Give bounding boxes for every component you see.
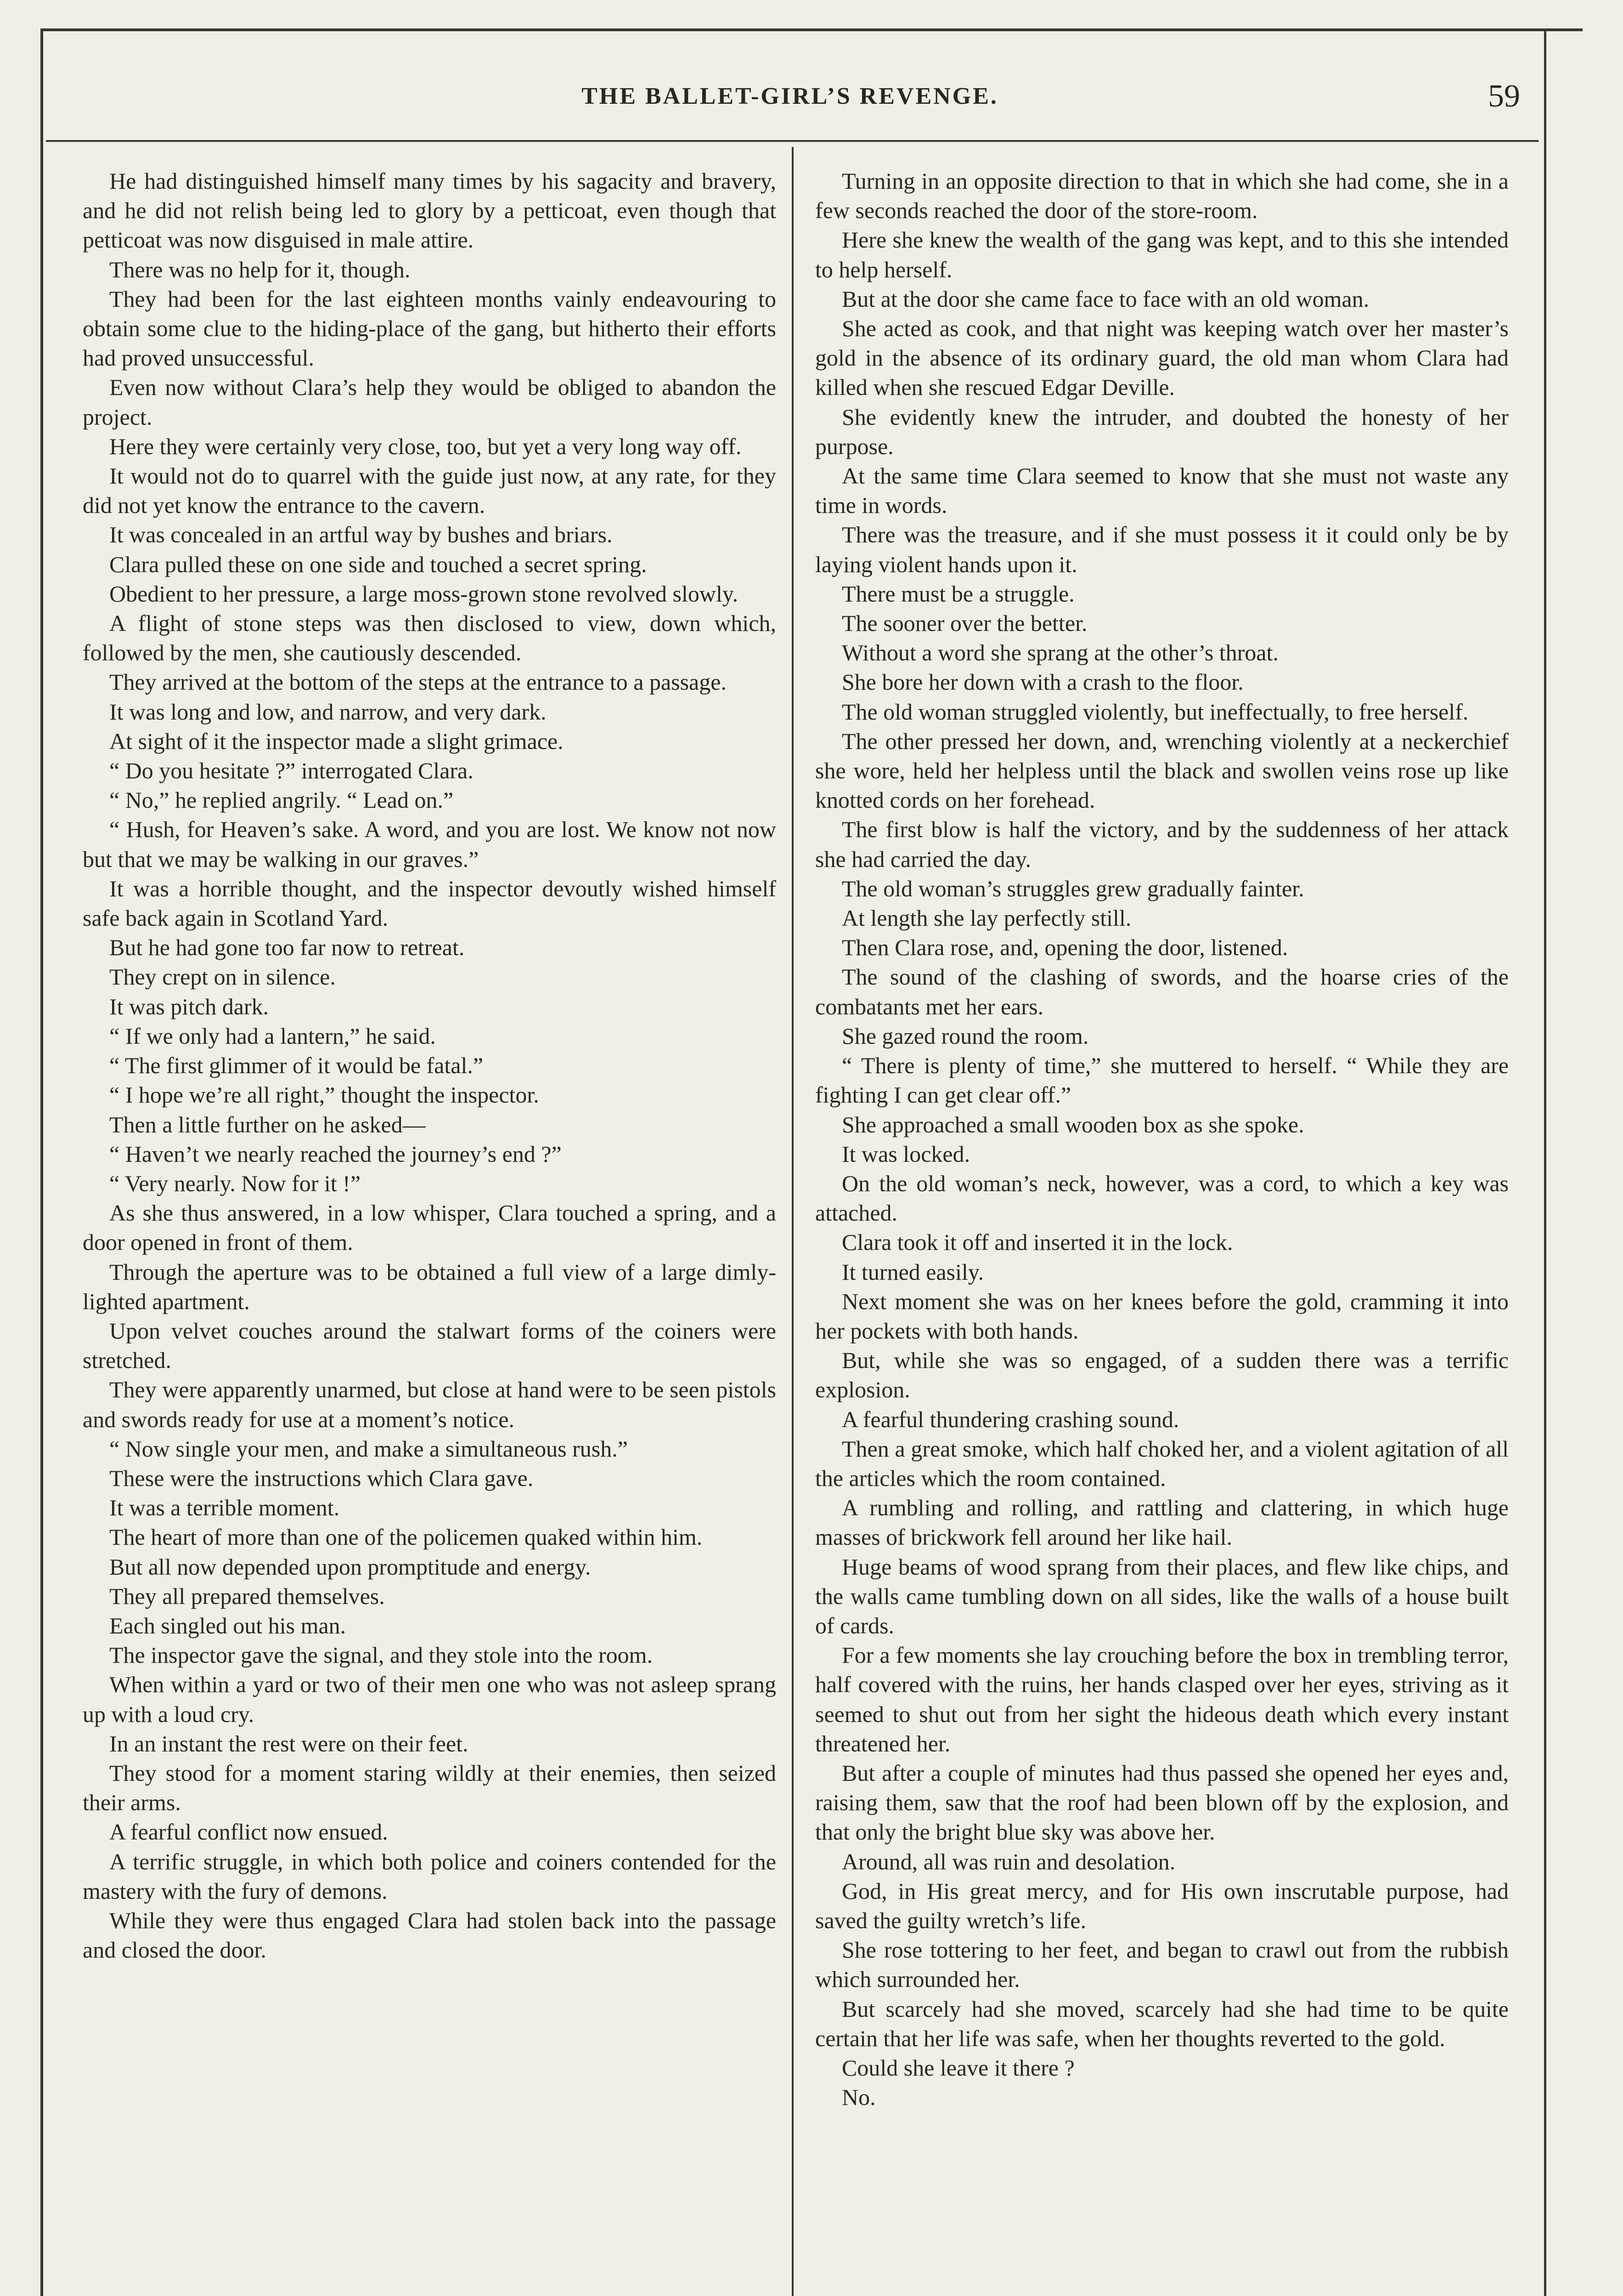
paragraph: Even now without Clara’s help they would be obliged to abandon the project. <box>83 374 776 430</box>
paragraph: It was long and low, and narrow, and very dark. <box>109 698 547 725</box>
paragraph: “ There is plenty of time,” she muttered to herself. “ While they are fighting I can get clear off.” <box>815 1052 1509 1108</box>
paragraph: While they were thus engaged Clara had stolen back into the passage and closed the door. <box>83 1907 776 1963</box>
paragraph: It was a horrible thought, and the inspector devoutly wished himself safe back again in Scotland Yard. <box>83 875 776 931</box>
frame-left-rule <box>40 28 43 2296</box>
paragraph: She bore her down with a crash to the floor. <box>842 669 1244 695</box>
paragraph: Here they were certainly very close, too, but yet a very long way off. <box>109 433 742 459</box>
paragraph: It was concealed in an artful way by bushes and briars. <box>109 522 613 548</box>
paragraph: These were the instructions which Clara gave. <box>109 1465 534 1491</box>
paragraph: As she thus answered, in a low whisper, Clara touched a spring, and a door opened in front of them. <box>83 1200 776 1255</box>
paragraph: She approached a small wooden box as she spoke. <box>842 1111 1304 1137</box>
paragraph: The first blow is half the victory, and by the suddenness of her attack she had carried the day. <box>815 816 1509 872</box>
page-header <box>46 78 1534 133</box>
paragraph: The sooner over the better. <box>842 610 1088 636</box>
paragraph: Then a little further on he asked— <box>109 1111 426 1137</box>
paragraph: The sound of the clashing of swords, and the hoarse cries of the combatants met her ears. <box>815 964 1509 1019</box>
paragraph: Could she leave it there ? <box>842 2055 1075 2081</box>
paragraph: Clara pulled these on one side and touched a secret spring. <box>109 551 647 577</box>
header-rule <box>46 140 1538 142</box>
paragraph: For a few moments she lay crouching before the box in trembling terror, half covered with the ruins, her hands clasped over her eyes, striving as it seemed to shut out from her sight the hideous death which every instant threatened her. <box>815 1642 1509 1756</box>
paragraph: Obedient to her pressure, a large moss-grown stone revolved slowly. <box>109 580 738 607</box>
paragraph: Then a great smoke, which half choked her, and a violent agitation of all the articles which the room contained. <box>815 1435 1509 1491</box>
column-divider <box>792 147 794 2296</box>
paragraph: A flight of stone steps was then disclosed to view, down which, followed by the men, she cautiously descended. <box>83 610 776 666</box>
paragraph: Turning in an opposite direction to that in which she had come, she in a few seconds reached the door of the store-room. <box>815 168 1509 224</box>
paragraph: There was the treasure, and if she must possess it it could only be by laying violent hands upon it. <box>815 522 1509 577</box>
paragraph: Without a word she sprang at the other’s throat. <box>842 640 1279 666</box>
paragraph: On the old woman’s neck, however, was a cord, to which a key was attached. <box>815 1170 1509 1226</box>
paragraph: In an instant the rest were on their feet. <box>109 1730 468 1756</box>
paragraph: “ Hush, for Heaven’s sake. A word, and you are lost. We know not now but that we may be walking in our graves.” <box>83 816 776 872</box>
page-number: 59 <box>1488 79 1520 114</box>
running-title: THE BALLET-GIRL’S REVENGE. <box>581 83 998 109</box>
paragraph: It would not do to quarrel with the guide just now, at any rate, for they did not yet know the entrance to the cavern. <box>83 463 776 518</box>
paragraph: It was locked. <box>842 1141 970 1167</box>
paragraph: But he had gone too far now to retreat. <box>109 934 465 961</box>
paragraph: No. <box>842 2084 876 2110</box>
paragraph: He had distinguished himself many times by his sagacity and bravery, and he did not relish being led to glory by a petticoat, even though that petticoat was now disguised in male attire. <box>83 168 776 253</box>
paragraph: But all now depended upon promptitude and energy. <box>109 1553 591 1580</box>
paragraph: “ Haven’t we nearly reached the journey’s end ?” <box>109 1141 562 1167</box>
paragraph: God, in His great mercy, and for His own inscrutable purpose, had saved the guilty wretch’s life. <box>815 1878 1509 1933</box>
paragraph: It turned easily. <box>842 1259 984 1285</box>
paragraph: Each singled out his man. <box>109 1612 346 1638</box>
paragraph: At the same time Clara seemed to know that she must not waste any time in words. <box>815 463 1509 518</box>
left-column <box>83 166 776 1964</box>
paragraph: “ If we only had a lantern,” he said. <box>109 1023 436 1049</box>
paragraph: The old woman struggled violently, but ineffectually, to free herself. <box>842 698 1469 725</box>
paragraph: Huge beams of wood sprang from their places, and flew like chips, and the walls came tumbling down on all sides, like the walls of a house built of cards. <box>815 1553 1509 1638</box>
paragraph: She evidently knew the intruder, and doubted the honesty of her purpose. <box>815 404 1509 459</box>
paragraph: They had been for the last eighteen months vainly endeavouring to obtain some clue to the hiding-place of the gang, but hitherto their efforts had proved unsuccessful. <box>83 286 776 371</box>
frame-top-rule <box>40 28 1583 31</box>
paragraph: She gazed round the room. <box>842 1023 1089 1049</box>
paragraph: She acted as cook, and that night was keeping watch over her master’s gold in the absence of its ordinary guard, the old man whom Clara had killed when she rescued Edgar Deville. <box>815 315 1509 400</box>
paragraph: “ Do you hesitate ?” interrogated Clara. <box>109 758 473 784</box>
paragraph: A terrific struggle, in which both police and coiners contended for the mastery with the fury of demons. <box>83 1848 776 1904</box>
paragraph: It was a terrible moment. <box>109 1495 340 1521</box>
paragraph: She rose tottering to her feet, and began to crawl out from the rubbish which surrounded her. <box>815 1937 1509 1992</box>
paragraph: The heart of more than one of the policemen quaked within him. <box>109 1524 703 1550</box>
paragraph: “ The first glimmer of it would be fatal.” <box>109 1052 484 1079</box>
paragraph: They arrived at the bottom of the steps at the entrance to a passage. <box>109 669 727 695</box>
paragraph: “ I hope we’re all right,” thought the inspector. <box>109 1082 539 1108</box>
paragraph: The other pressed her down, and, wrenching violently at a neckerchief she wore, held her helpless until the black and swollen veins rose up like knotted cords on her forehead. <box>815 728 1509 813</box>
paragraph: When within a yard or two of their men one who was not asleep sprang up with a loud cry. <box>83 1671 776 1727</box>
paragraph: A fearful conflict now ensued. <box>109 1819 388 1845</box>
paragraph: The old woman’s struggles grew gradually fainter. <box>842 875 1304 901</box>
paragraph: Through the aperture was to be obtained a full view of a large dimly-lighted apartment. <box>83 1259 776 1314</box>
paragraph: Here she knew the wealth of the gang was kept, and to this she intended to help herself. <box>815 227 1509 282</box>
paragraph: “ Now single your men, and make a simultaneous rush.” <box>109 1435 628 1462</box>
frame-right-rule <box>1544 28 1546 2296</box>
paragraph: At sight of it the inspector made a slight grimace. <box>109 728 564 754</box>
paragraph: They crept on in silence. <box>109 964 336 990</box>
paragraph: But scarcely had she moved, scarcely had she had time to be quite certain that her life was safe, when her thoughts reverted to the gold. <box>815 1996 1509 2051</box>
right-column <box>815 166 1509 2112</box>
paragraph: “ Very nearly. Now for it !” <box>109 1170 361 1196</box>
paragraph: Upon velvet couches around the stalwart forms of the coiners were stretched. <box>83 1317 776 1373</box>
paragraph: A rumbling and rolling, and rattling and clattering, in which huge masses of brickwork fell around her like hail. <box>815 1495 1509 1550</box>
paragraph: They were apparently unarmed, but close at hand were to be seen pistols and swords ready for use at a moment’s notice. <box>83 1377 776 1432</box>
paragraph: But after a couple of minutes had thus passed she opened her eyes and, raising them, saw that the roof had been blown off by the explosion, and that only the bright blue sky was above her. <box>815 1760 1509 1845</box>
paragraph: They stood for a moment staring wildly at their enemies, then seized their arms. <box>83 1760 776 1816</box>
paragraph: But, while she was so engaged, of a sudden there was a terrific explosion. <box>815 1347 1509 1403</box>
paragraph: But at the door she came face to face with an old woman. <box>842 286 1369 312</box>
paragraph: Next moment she was on her knees before the gold, cramming it into her pockets with both hands. <box>815 1288 1509 1344</box>
paragraph: Then Clara rose, and, opening the door, listened. <box>842 934 1288 961</box>
paragraph: “ No,” he replied angrily. “ Lead on.” <box>109 787 454 813</box>
paragraph: Around, all was ruin and desolation. <box>842 1848 1176 1874</box>
paragraph: They all prepared themselves. <box>109 1583 385 1609</box>
paragraph: There was no help for it, though. <box>109 256 411 282</box>
paragraph: Clara took it off and inserted it in the lock. <box>842 1229 1233 1255</box>
paragraph: At length she lay perfectly still. <box>842 905 1132 931</box>
paragraph: A fearful thundering crashing sound. <box>842 1406 1179 1432</box>
paragraph: The inspector gave the signal, and they stole into the room. <box>109 1642 653 1668</box>
paragraph: It was pitch dark. <box>109 993 269 1019</box>
paragraph: There must be a struggle. <box>842 580 1075 607</box>
